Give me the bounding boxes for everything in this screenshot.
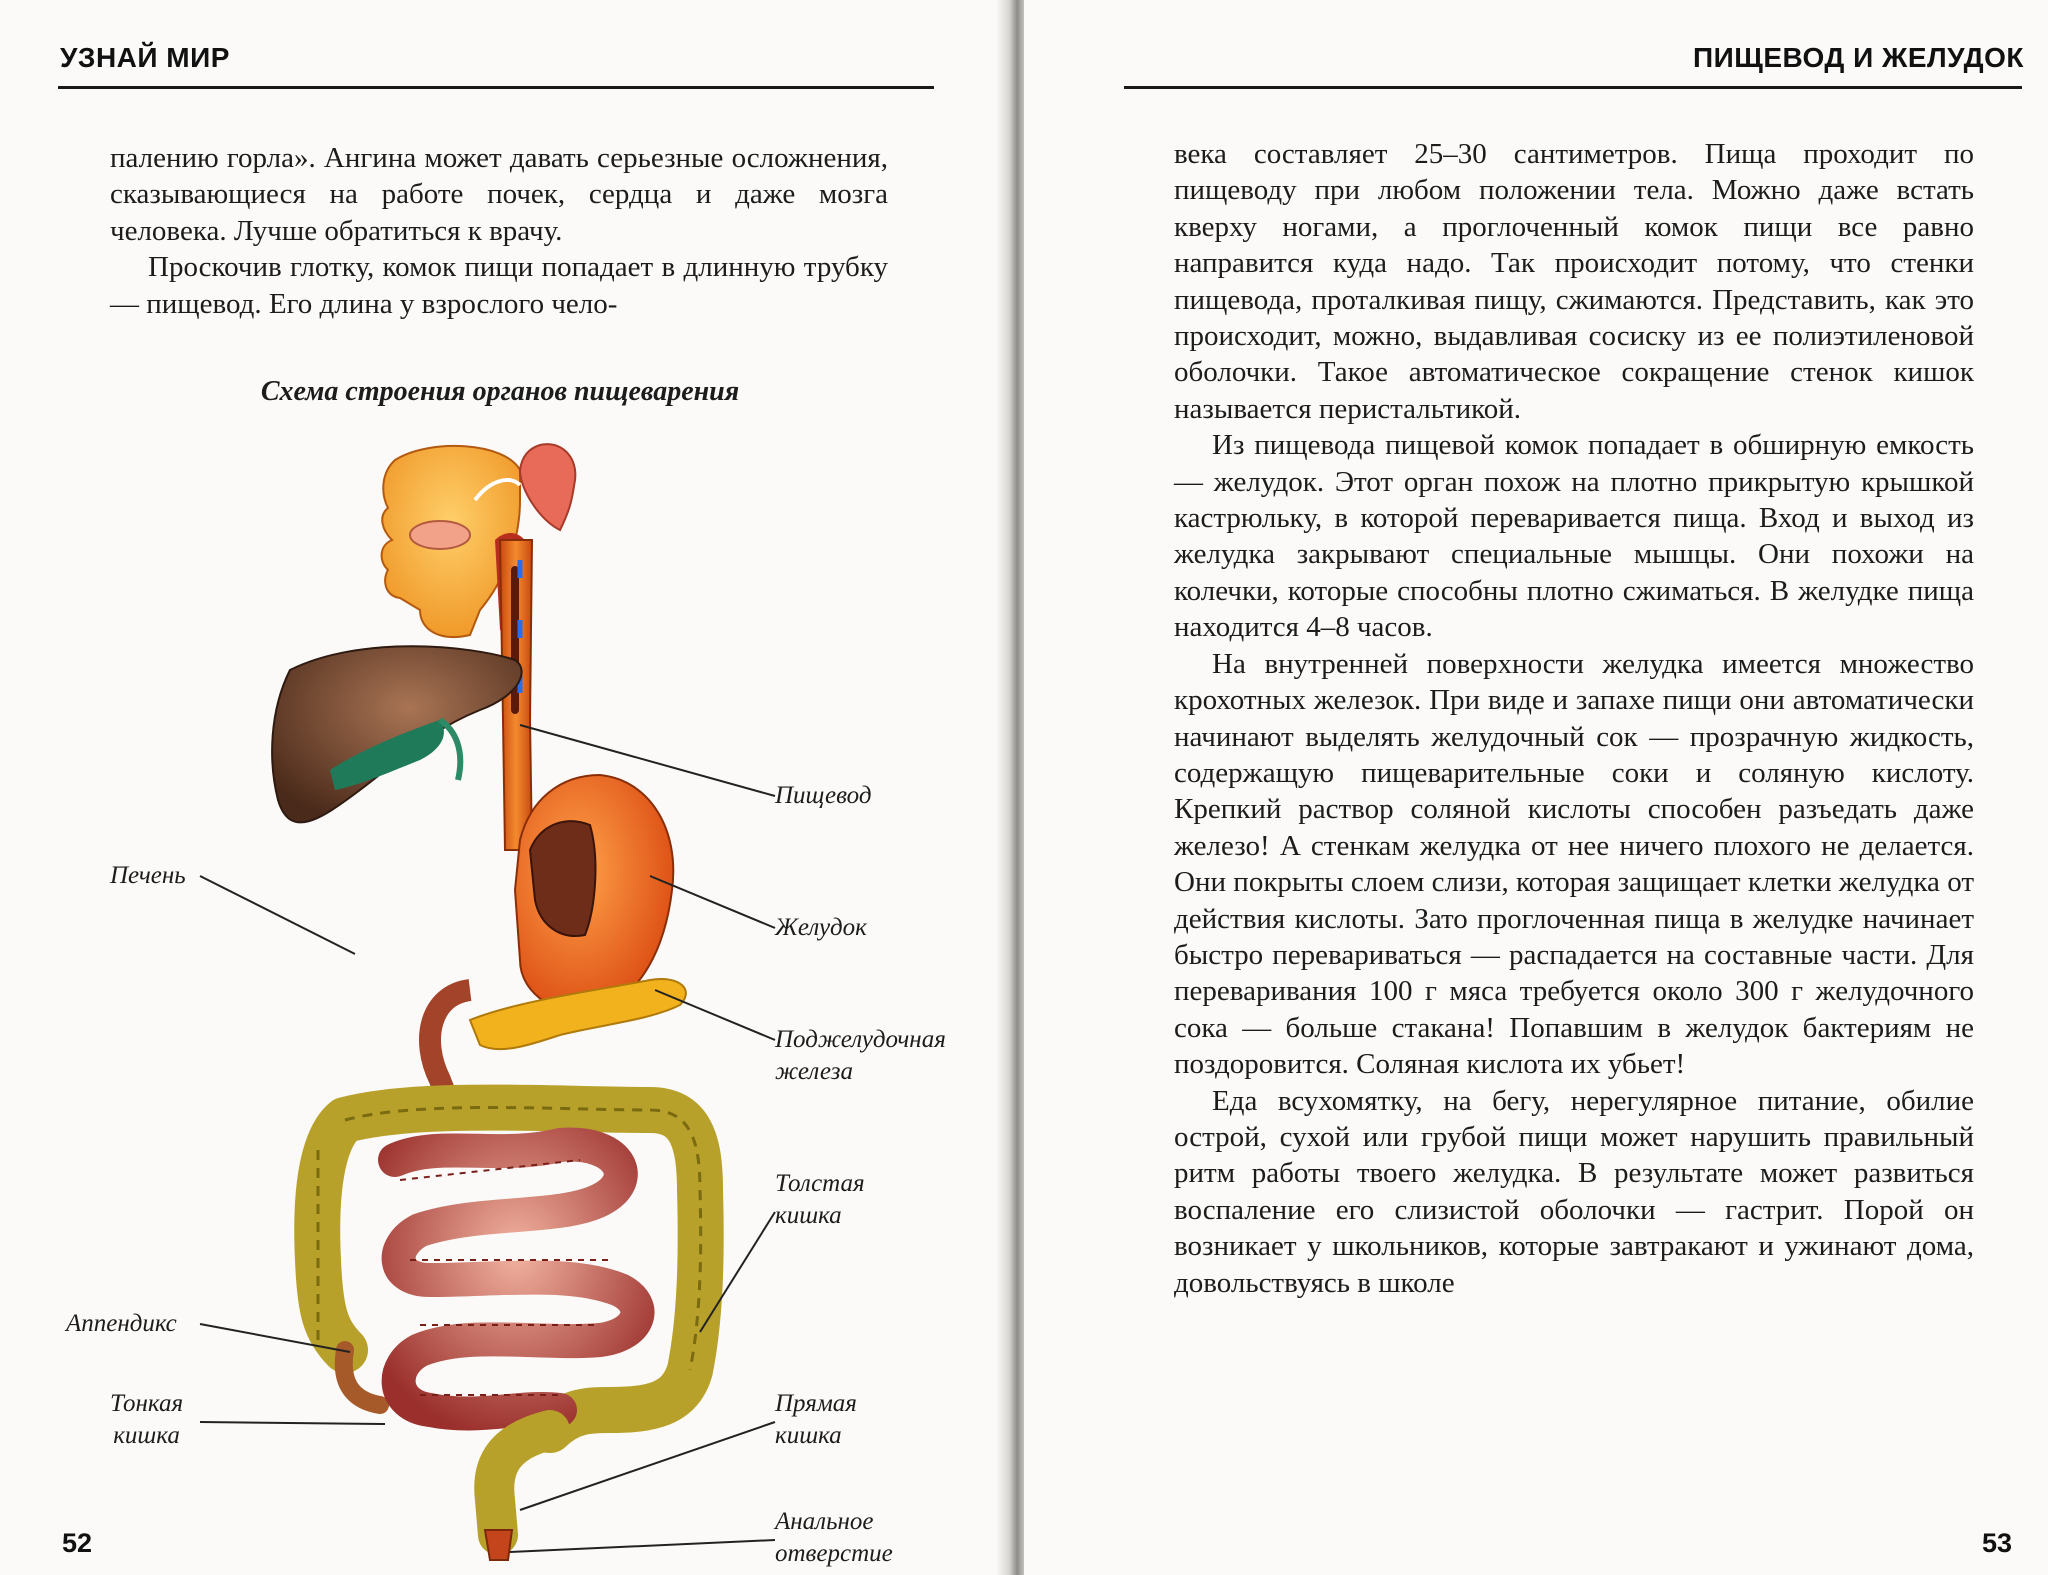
label-appendix: Аппендикс — [66, 1310, 177, 1337]
header-rule-left — [58, 86, 934, 89]
label-rectum — [775, 1388, 857, 1452]
right-text-column — [1174, 136, 1974, 1301]
label-rectum-line-2: кишка — [775, 1422, 842, 1449]
label-pancreas-line-2: железа — [775, 1058, 853, 1085]
right-paragraph-3: На внутренней поверхности желудка имеется множество крохотных железок. При виде и запахе пищи они автоматически начинают выделять желудочный сок — прозрачную жидкость, содержащую пищеварительные соки и соляную кислоту. Крепкий раствор соляной кислоты способен разъедать даже железо! А стенкам желудка от нее ничего плохого не делается. Они покрыты слоем слизи, которая защищает клетки желудка от действия кислоты. Зато проглоченная пища в желудке начинает быстро перевариваться — распадается на составные части. Для переваривания 100 г мяса требуется около 300 г желудочного сока — больше стакана! Попавшим в желудок бактериям не поздоровится. Соляная кислота их убьет! — [1174, 647, 1974, 1081]
running-head-right: ПИЩЕВОД И ЖЕЛУДОК — [1693, 42, 2024, 73]
label-esophagus: Пищевод — [775, 782, 872, 809]
label-small-intestine-line-2: кишка — [113, 1422, 180, 1449]
label-large-intestine-line-1: Толстая — [775, 1170, 865, 1197]
label-large-intestine-line-2: кишка — [775, 1202, 842, 1229]
label-large-intestine — [775, 1168, 865, 1232]
right-page — [1024, 0, 2048, 1575]
page-number-right: 53 — [1981, 1528, 2012, 1558]
left-paragraph-2: Проскочив глотку, комок пищи попадает в длинную трубку — пищевод. Его длина у взрослого чело- — [110, 251, 888, 320]
header-rule-right — [1124, 86, 2022, 89]
figure-caption: Схема строения органов пищеварения — [260, 376, 740, 407]
label-pancreas — [775, 1024, 946, 1088]
right-paragraph-4: Еда всухомятку, на бегу, нерегулярное питание, обилие острой, сухой или грубой пищи может нарушить правильный ритм работы твоего желудка. В результате может развиться воспаление его слизистой оболочки — гастрит. Порой он возникает у школьников, которые завтракают и ужинают дома, довольствуясь в школе — [1174, 1084, 1974, 1299]
page-number-left: 52 — [62, 1528, 93, 1558]
label-liver: Печень — [110, 862, 186, 889]
left-text-column — [110, 140, 888, 322]
running-head-left: УЗНАЙ МИР — [60, 42, 230, 73]
left-paragraph-1: палению горла». Ангина может давать серьезные осложнения, сказывающиеся на работе почек, сердца и даже мозга человека. Лучше обратиться к врачу. — [110, 142, 888, 247]
right-paragraph-1: века составляет 25–30 сантиметров. Пища проходит по пищеводу при любом положении тела. Можно даже встать кверху ногами, а проглоченный комок пищи все равно направится куда надо. Так происходит потому, что стенки пищевода, проталкивая пищу, сжимаются. Представить, как это происходит, можно, выдавливая сосиску из ее полиэтиленовой оболочки. Такое автоматическое сокращение стенок кишок называется перистальтикой. — [1174, 138, 1974, 425]
digestive-system-diagram — [0, 420, 1000, 1570]
label-anus-line-2: отверстие — [775, 1540, 893, 1567]
label-small-intestine — [110, 1388, 183, 1452]
label-anus-line-1: Анальное — [775, 1508, 874, 1535]
label-rectum-line-1: Прямая — [775, 1390, 857, 1417]
right-paragraph-2: Из пищевода пищевой комок попадает в обширную емкость — желудок. Этот орган похож на плотно прикрытую крышкой кастрюльку, в которой переваривается пища. Вход и выход из желудка закрывают специальные мышцы. Они похожи на колечки, которые способны плотно сжиматься. В желудке пища находится 4–8 часов. — [1174, 429, 1974, 644]
label-anus — [775, 1506, 893, 1570]
label-pancreas-line-1: Поджелудочная — [775, 1026, 946, 1053]
left-page — [0, 0, 1012, 1575]
label-small-intestine-line-1: Тонкая — [110, 1390, 184, 1417]
label-stomach: Желудок — [775, 914, 867, 941]
